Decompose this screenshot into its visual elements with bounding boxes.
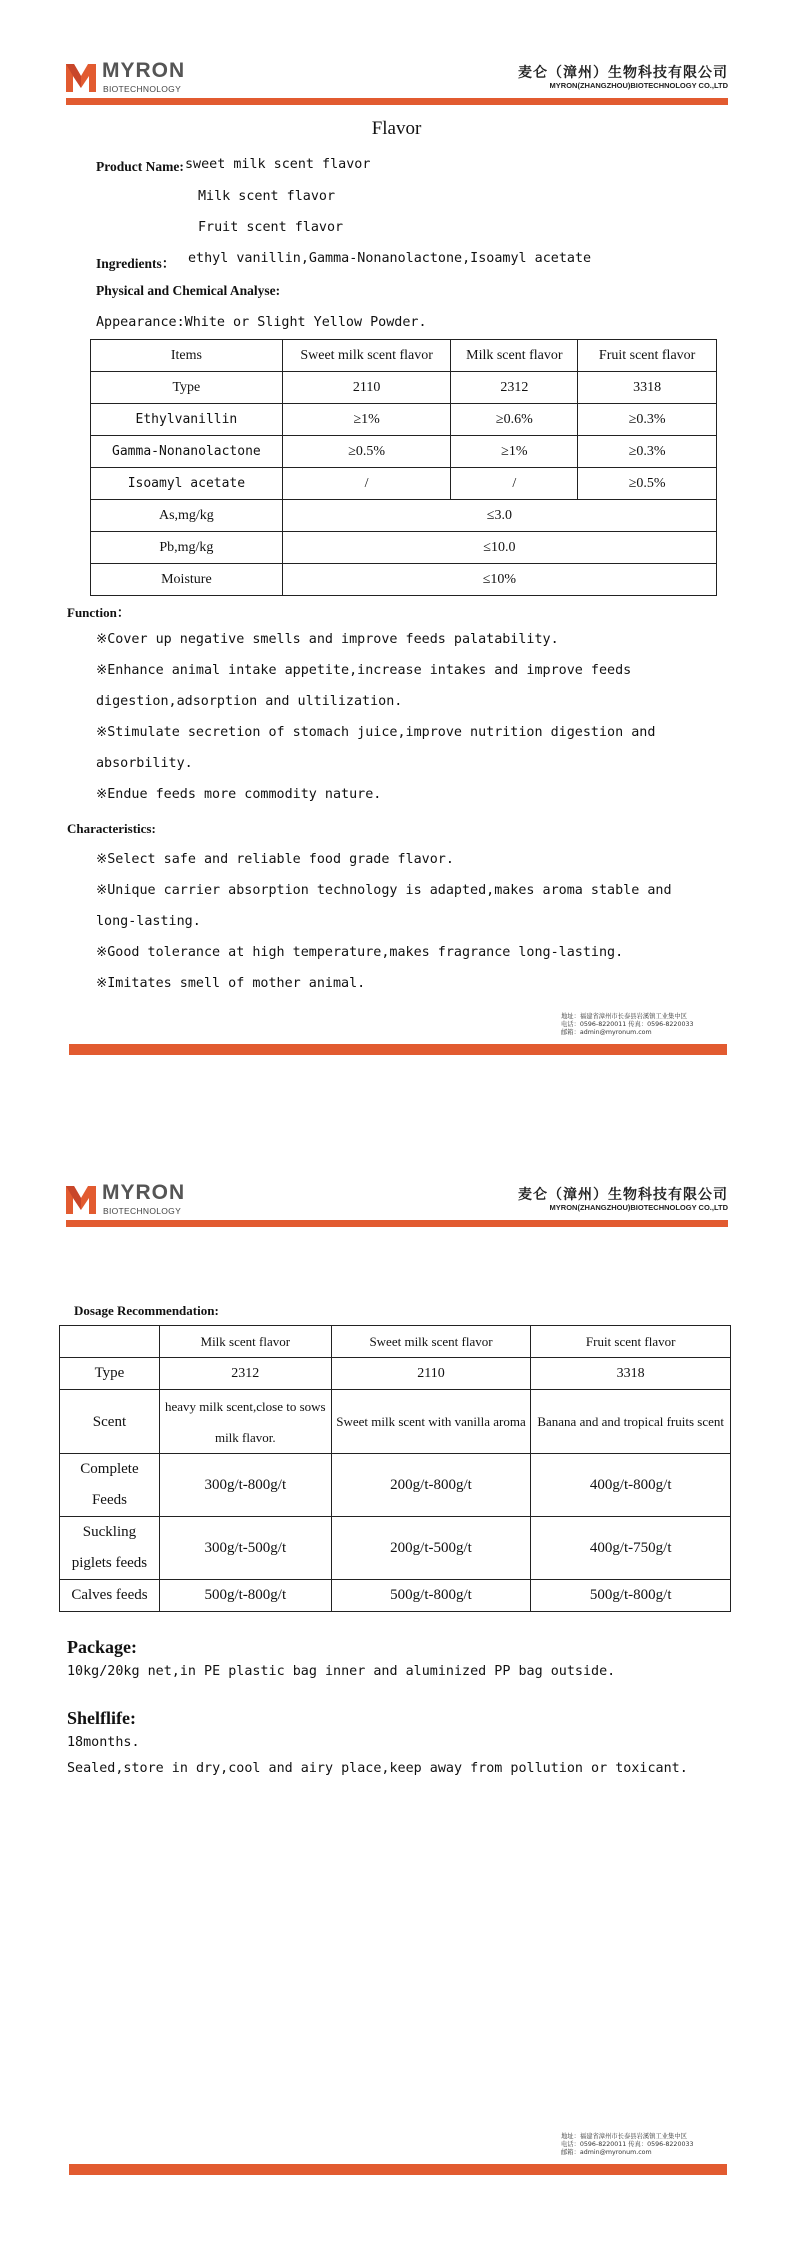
table-cell: 400g/t-800g/t (531, 1454, 731, 1517)
table-cell: 200g/t-500g/t (331, 1517, 531, 1580)
footer-address-line: 地址：福建省漳州市长泰县岩溪镇工业集中区 (561, 1013, 687, 1020)
table-cell: 200g/t-800g/t (331, 1454, 531, 1517)
table-cell: 500g/t-800g/t (331, 1580, 531, 1612)
logo-wordmark: MYRON (102, 1181, 186, 1204)
product-name-label: Product Name: (96, 159, 184, 174)
table-cell: 2312 (451, 372, 578, 404)
myron-logo-icon (66, 58, 96, 92)
table-cell: Banana and and tropical fruits scent (531, 1390, 731, 1454)
table-cell: 300g/t-500g/t (159, 1517, 331, 1580)
dosage-table (59, 1325, 731, 1612)
table-cell: ≥1% (282, 404, 451, 436)
table-cell: 3318 (531, 1358, 731, 1390)
product-name-1: sweet milk scent flavor (185, 157, 371, 172)
characteristics-line: ※Good tolerance at high temperature,makes fragrance long-lasting. (96, 945, 624, 960)
ingredients-label: Ingredients： (96, 256, 176, 271)
header-divider (66, 98, 728, 105)
characteristics-line: ※Imitates smell of mother animal. (96, 976, 366, 991)
function-line: ※Cover up negative smells and improve feeds palatability. (96, 632, 559, 647)
table-cell: 500g/t-800g/t (159, 1580, 331, 1612)
table-row (60, 1358, 731, 1390)
logo-subtitle: BIOTECHNOLOGY (103, 84, 182, 94)
table-row (91, 532, 717, 564)
table-cell: Type (60, 1358, 160, 1390)
characteristics-line: long-lasting. (96, 914, 201, 929)
table-row (60, 1454, 731, 1517)
footer-divider (69, 2164, 727, 2175)
ingredients-value: ethyl vanillin,Gamma-Nonanolactone,Isoamyl acetate (188, 251, 592, 266)
footer-email-line: 邮箱：admin@myronum.com (561, 2149, 652, 2156)
table-cell: ≥0.6% (451, 404, 578, 436)
table-cell: Scent (60, 1390, 160, 1454)
table-row (91, 404, 717, 436)
shelflife-heading: Shelflife: (67, 1708, 136, 1728)
table-cell: / (282, 468, 451, 500)
table-cell: 300g/t-800g/t (159, 1454, 331, 1517)
table-cell: ≤10% (282, 564, 716, 596)
table-cell: ≤3.0 (282, 500, 716, 532)
logo-wordmark: MYRON (102, 59, 186, 82)
page-title: Flavor (371, 118, 422, 139)
header-cell (60, 1326, 160, 1358)
function-line: ※Endue feeds more commodity nature. (96, 787, 382, 802)
footer-address-line: 地址：福建省漳州市长泰县岩溪镇工业集中区 (561, 2133, 687, 2140)
table-cell: Type (91, 372, 283, 404)
header-divider (66, 1220, 728, 1227)
characteristics-line: ※Unique carrier absorption technology is adapted,makes aroma stable and (96, 883, 672, 898)
function-line: absorbility. (96, 756, 193, 771)
dosage-table-header (60, 1326, 731, 1358)
footer-divider (69, 1044, 727, 1055)
table-cell: Moisture (91, 564, 283, 596)
company-name-en: MYRON(ZHANGZHOU)BIOTECHNOLOGY CO.,LTD (549, 81, 728, 90)
function-label: Function： (67, 605, 130, 620)
table-row (60, 1517, 731, 1580)
footer-email-line: 邮箱：admin@myronum.com (561, 1029, 652, 1036)
table-row (91, 372, 717, 404)
header-cell: Fruit scent flavor (531, 1326, 731, 1358)
table-cell: ≥0.3% (578, 404, 717, 436)
header-cell: Sweet milk scent flavor (282, 340, 451, 372)
company-name-cn: 麦仑（漳州）生物科技有限公司 (518, 65, 728, 81)
table-row (91, 436, 717, 468)
table-cell: 2110 (282, 372, 451, 404)
function-line: ※Enhance animal intake appetite,increase intakes and improve feeds (96, 663, 632, 678)
footer-address (561, 2133, 693, 2157)
header-cell: Milk scent flavor (451, 340, 578, 372)
header-cell: Fruit scent flavor (578, 340, 717, 372)
table-cell: Pb,mg/kg (91, 532, 283, 564)
header-cell: Items (91, 340, 283, 372)
spec-table (90, 339, 717, 596)
footer-phone-line: 电话：0596-8220011 传真：0596-8220033 (561, 2141, 694, 2148)
function-line: digestion,adsorption and ultilization. (96, 694, 403, 709)
package-text: 10kg/20kg net,in PE plastic bag inner and aluminized PP bag outside. (67, 1664, 616, 1679)
package-heading: Package: (67, 1637, 137, 1657)
table-cell: 500g/t-800g/t (531, 1580, 731, 1612)
table-cell: 2312 (159, 1358, 331, 1390)
table-cell: 400g/t-750g/t (531, 1517, 731, 1580)
table-row (60, 1390, 731, 1454)
myron-logo-icon (66, 1180, 96, 1214)
table-cell: ≥0.3% (578, 436, 717, 468)
header-cell: Sweet milk scent flavor (331, 1326, 531, 1358)
table-cell: Suckling piglets feeds (60, 1517, 160, 1580)
table-cell: Isoamyl acetate (91, 468, 283, 500)
table-row (60, 1580, 731, 1612)
table-cell: Ethylvanillin (91, 404, 283, 436)
product-name-3: Fruit scent flavor (198, 220, 344, 235)
header-cell: Milk scent flavor (159, 1326, 331, 1358)
footer-phone-line: 电话：0596-8220011 传真：0596-8220033 (561, 1021, 694, 1028)
table-cell: Complete Feeds (60, 1454, 160, 1517)
table-cell: Calves feeds (60, 1580, 160, 1612)
company-name-cn: 麦仑（漳州）生物科技有限公司 (518, 1187, 728, 1203)
appearance-text: Appearance:White or Slight Yellow Powder. (96, 315, 427, 330)
logo-subtitle: BIOTECHNOLOGY (103, 1206, 182, 1216)
table-cell: / (451, 468, 578, 500)
characteristics-line: ※Select safe and reliable food grade flavor. (96, 852, 454, 867)
table-cell: Sweet milk scent with vanilla aroma (331, 1390, 531, 1454)
table-cell: Gamma-Nonanolactone (91, 436, 283, 468)
table-row (91, 500, 717, 532)
page-2 (0, 1122, 793, 2244)
table-cell: 2110 (331, 1358, 531, 1390)
table-cell: ≥0.5% (578, 468, 717, 500)
table-cell: ≤10.0 (282, 532, 716, 564)
company-name-en: MYRON(ZHANGZHOU)BIOTECHNOLOGY CO.,LTD (549, 1203, 728, 1212)
table-cell: ≥0.5% (282, 436, 451, 468)
table-cell: 3318 (578, 372, 717, 404)
table-cell: heavy milk scent,close to sows milk flavor. (159, 1390, 331, 1454)
analyse-label: Physical and Chemical Analyse: (96, 283, 281, 298)
characteristics-label: Characteristics: (67, 821, 156, 836)
dosage-label: Dosage Recommendation: (74, 1303, 219, 1318)
spec-table-header (91, 340, 717, 372)
table-row (91, 564, 717, 596)
function-line: ※Stimulate secretion of stomach juice,improve nutrition digestion and (96, 725, 656, 740)
shelflife-value: 18months. (67, 1735, 140, 1750)
storage-text: Sealed,store in dry,cool and airy place,keep away from pollution or toxicant. (67, 1761, 688, 1776)
product-name-2: Milk scent flavor (198, 189, 336, 204)
table-row (91, 468, 717, 500)
table-cell: As,mg/kg (91, 500, 283, 532)
footer-address (561, 1013, 693, 1037)
table-cell: ≥1% (451, 436, 578, 468)
